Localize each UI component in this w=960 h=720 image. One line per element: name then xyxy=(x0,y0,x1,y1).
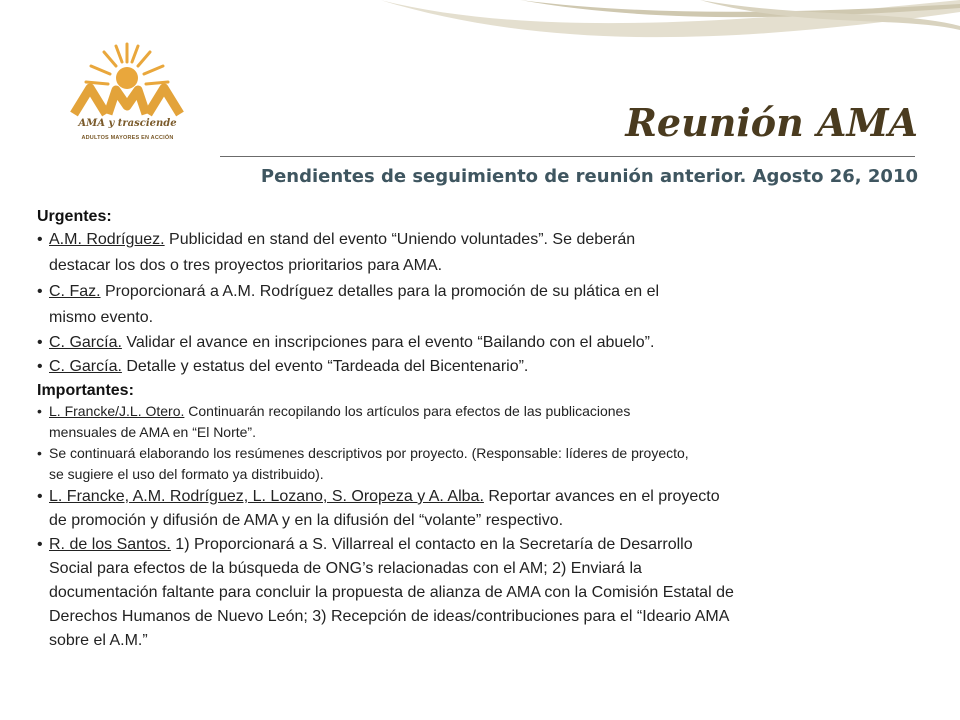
ama-letters-icon xyxy=(74,88,180,114)
importantes-list xyxy=(37,401,917,653)
list-item: • C. García. Validar el avance en inscripciones para el evento “Bailando con el abuelo”. xyxy=(37,334,655,351)
list-item: • Se continuará elaborando los resúmenes descriptivos por proyecto. (Responsable: líderes de proyecto, se sugiere el uso del formato ya distribuido). xyxy=(37,445,689,482)
responsible-name: C. García. xyxy=(49,358,122,375)
section-heading-urgentes: Urgentes: xyxy=(37,208,112,225)
responsible-name: A.M. Rodríguez. xyxy=(49,231,165,248)
responsible-name: R. de los Santos. xyxy=(49,536,171,553)
responsible-name: L. Francke/J.L. Otero. xyxy=(49,403,185,419)
list-item: • L. Francke/J.L. Otero. Continuarán recopilando los artículos para efectos de las publicaciones mensuales de AMA en “El Norte”. xyxy=(37,403,631,440)
urgentes-list xyxy=(37,227,917,379)
list-item: • R. de los Santos. 1) Proporcionará a S. Villarreal el contacto en la Secretaría de Desarrollo Social para efectos de la búsqueda de ONG’s relacionadas con el AM; 2) Enviará la documentación faltante para concluir la propuesta de alianza de AMA con la Comisión Estatal de Derechos Humanos de Nuevo León; 3) Recepción de ideas/contribuciones para el “Ideario AMA sobre el A.M.” xyxy=(37,536,734,649)
section-heading-importantes: Importantes: xyxy=(37,382,134,399)
logo-subline: ADULTOS MAYORES EN ACCIÓN xyxy=(81,135,174,141)
list-item: • C. Faz. Proporcionará a A.M. Rodríguez detalles para la promoción de su plática en el mismo evento. xyxy=(37,283,660,326)
title-divider xyxy=(220,156,915,157)
list-item: • C. García. Detalle y estatus del evento “Tardeada del Bicentenario”. xyxy=(37,358,529,375)
responsible-name: C. García. xyxy=(49,334,122,351)
page-title: Reunión AMA xyxy=(625,100,918,145)
list-item: • L. Francke, A.M. Rodríguez, L. Lozano, S. Oropeza y A. Alba. Reportar avances en el proyecto de promoción y difusión de AMA y en la difusión del “volante” respectivo. xyxy=(37,488,720,529)
ama-logo xyxy=(60,38,195,150)
content-body xyxy=(37,207,917,653)
page-subtitle: Pendientes de seguimiento de reunión anterior. Agosto 26, 2010 xyxy=(260,166,918,187)
responsible-name: C. Faz. xyxy=(49,283,101,300)
list-item: • A.M. Rodríguez. Publicidad en stand del evento “Uniendo voluntades”. Se deberán destacar los dos o tres proyectos prioritarios para AMA. xyxy=(37,231,636,274)
sun-icon xyxy=(60,38,195,118)
responsible-name: L. Francke, A.M. Rodríguez, L. Lozano, S. Oropeza y A. Alba. xyxy=(49,488,484,505)
logo-tagline: AMA y trasciende xyxy=(78,118,177,129)
